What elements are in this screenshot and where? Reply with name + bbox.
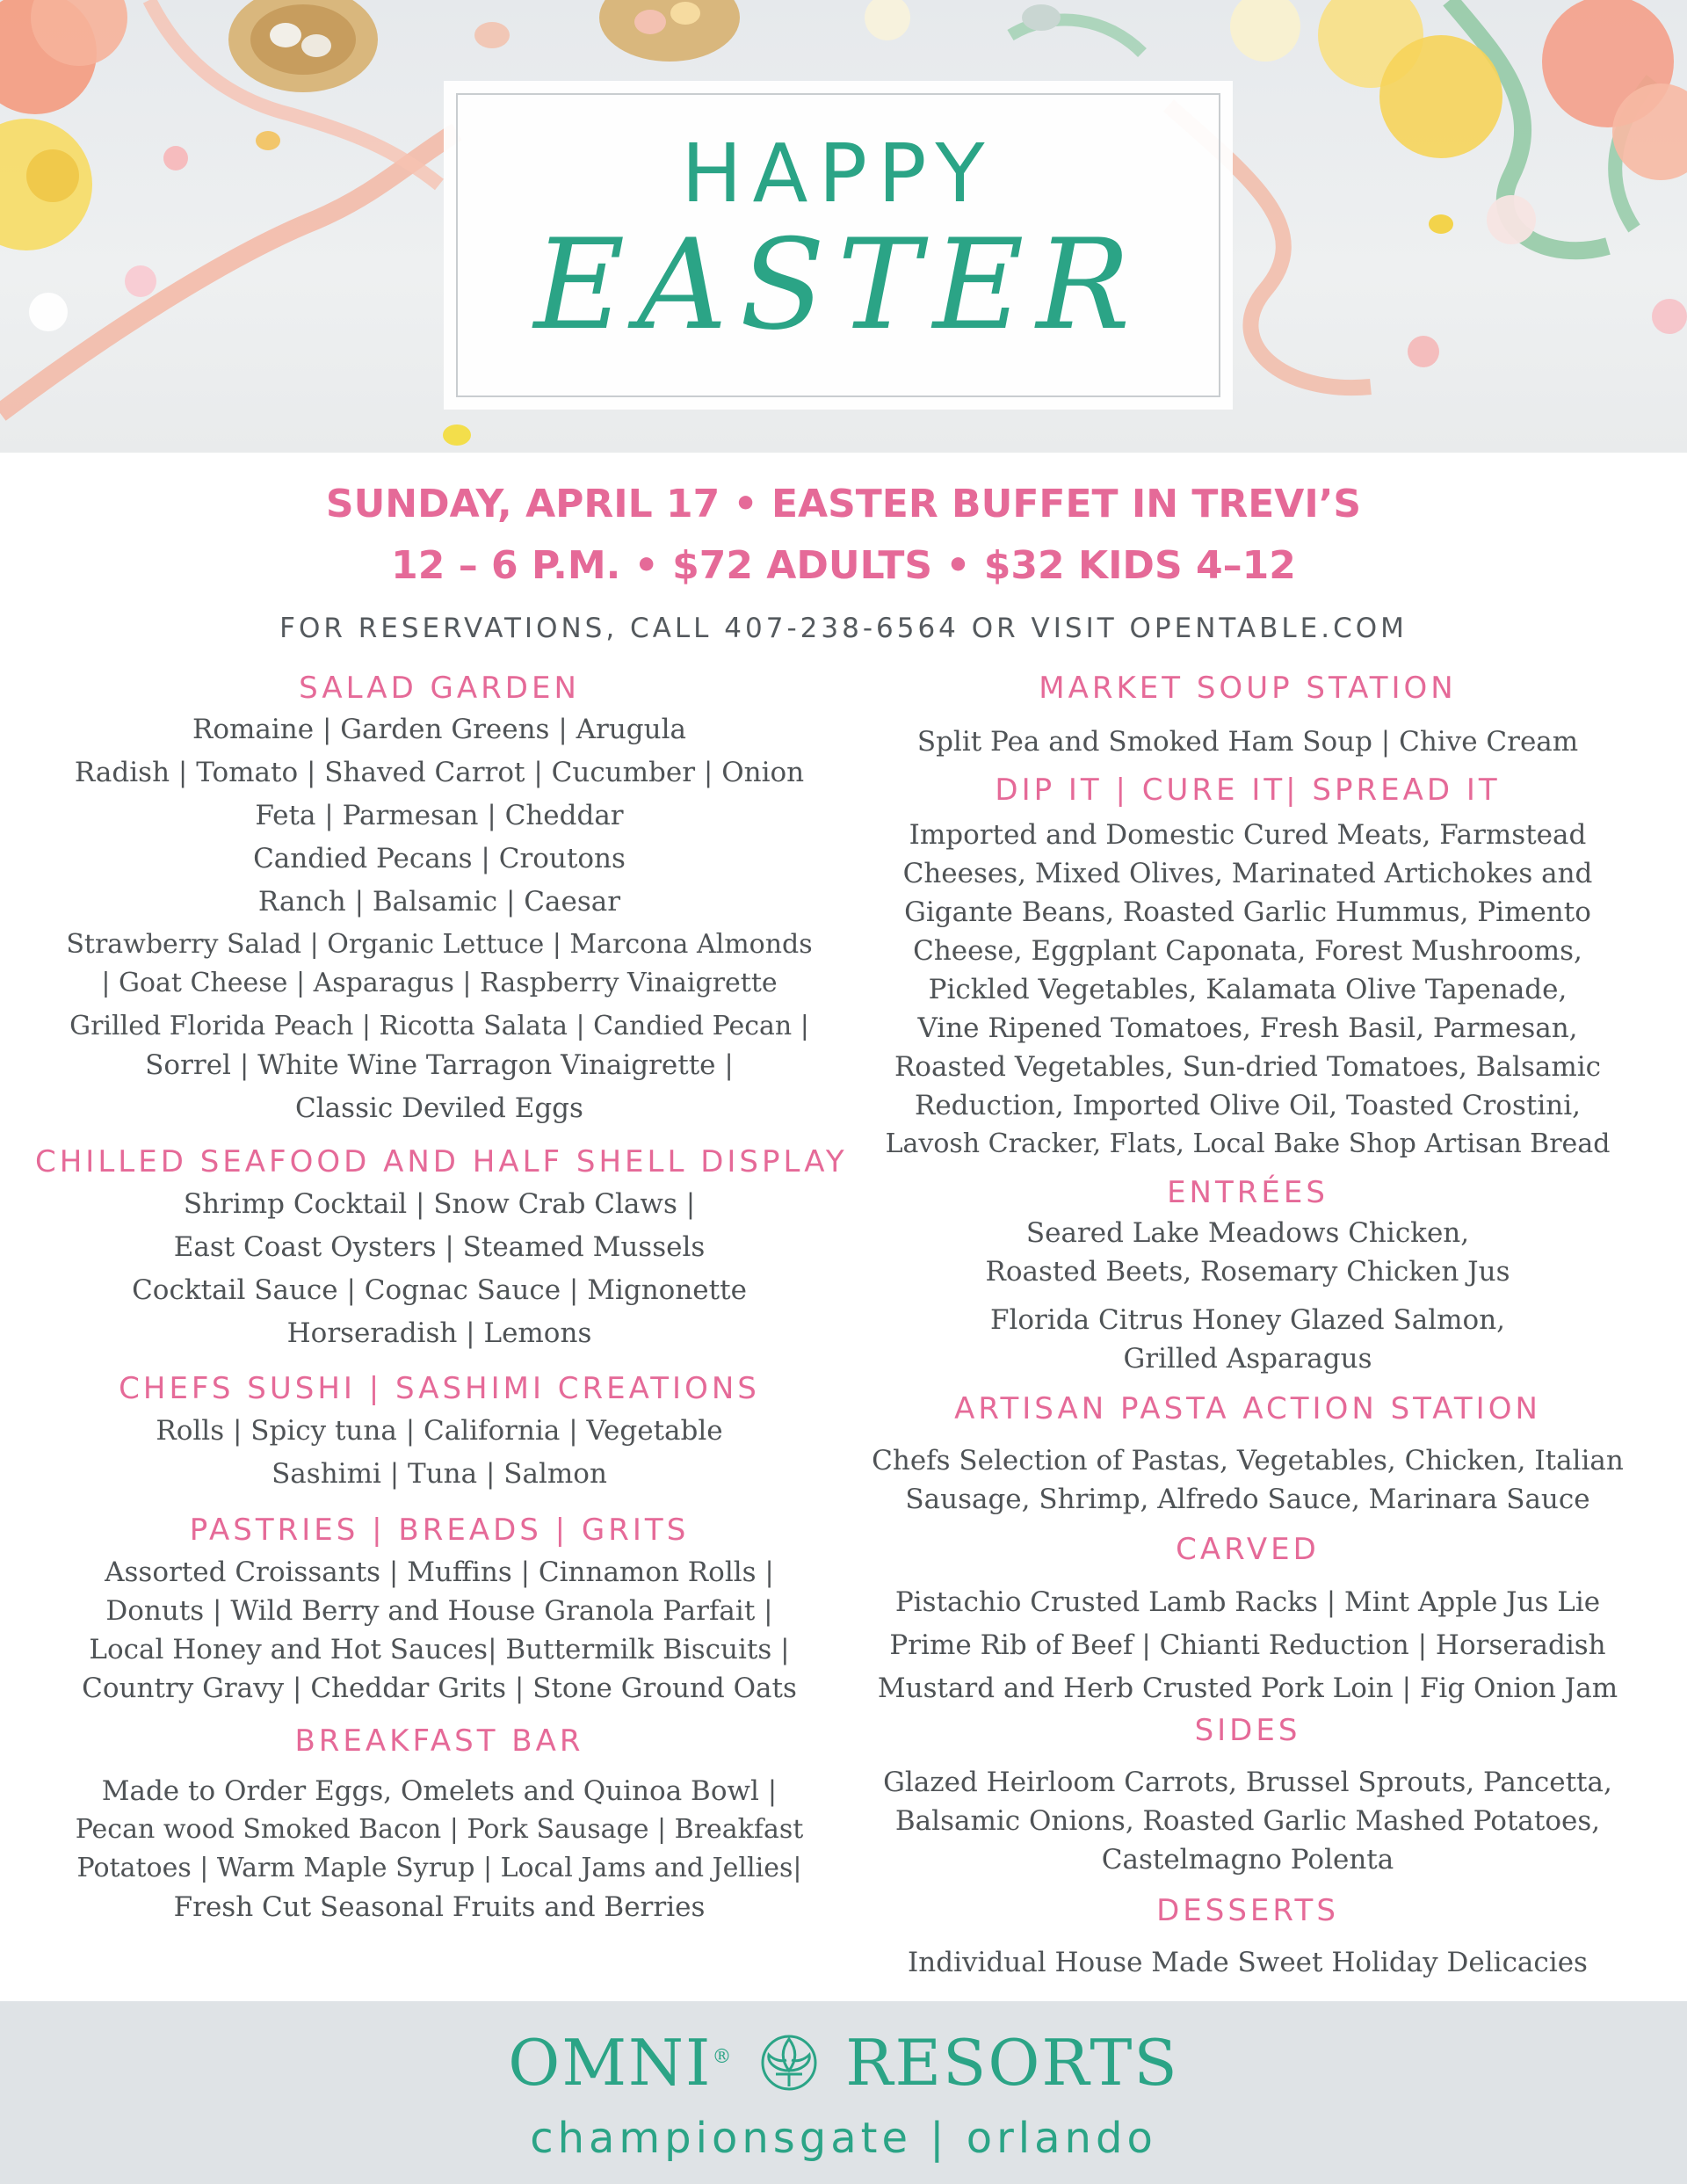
menu-line: Potatoes | Warm Maple Syrup | Local Jams and Jellies| — [76, 1853, 802, 1883]
menu-line: Sashimi | Tuna | Salmon — [272, 1458, 607, 1490]
menu-line: Country Gravy | Cheddar Grits | Stone Ground Oats — [82, 1672, 797, 1704]
menu-line: Pickled Vegetables, Kalamata Olive Tapenade, — [928, 974, 1568, 1005]
brand-omni: OMNI — [508, 2026, 713, 2100]
menu-line: Made to Order Eggs, Omelets and Quinoa Bowl | — [101, 1775, 778, 1807]
menu-line: Candied Pecans | Croutons — [253, 843, 626, 874]
menu-line: Feta | Parmesan | Cheddar — [255, 800, 624, 831]
section-title-sides: SIDES — [1194, 1713, 1301, 1748]
section-title-entrees: ENTRÉES — [1167, 1175, 1329, 1210]
section-title-sushi: CHEFS SUSHI | SASHIMI CREATIONS — [119, 1371, 760, 1406]
fleur-de-lis-icon — [755, 2032, 823, 2093]
menu-line: Split Pea and Smoked Ham Soup | Chive Cream — [916, 726, 1579, 758]
event-price-line: 12 – 6 P.M. • $72 ADULTS • $32 KIDS 4–12 — [391, 543, 1296, 588]
menu-line: Roasted Vegetables, Sun-dried Tomatoes, Balsamic — [894, 1051, 1602, 1083]
menu-line: Local Honey and Hot Sauces| Buttermilk Biscuits | — [89, 1634, 790, 1665]
location-tagline: championsgate | orlando — [530, 2114, 1157, 2163]
section-title-salad-garden: SALAD GARDEN — [299, 671, 580, 706]
menu-line: Sorrel | White Wine Tarragon Vinaigrette | — [145, 1049, 734, 1081]
reservations-line: FOR RESERVATIONS, CALL 407-238-6564 OR VISIT OPENTABLE.COM — [279, 613, 1408, 644]
menu-line: Sausage, Shrimp, Alfredo Sauce, Marinara Sauce — [905, 1484, 1590, 1515]
menu-line: Romaine | Garden Greens | Arugula — [192, 714, 686, 745]
menu-line: Seared Lake Meadows Chicken, — [1025, 1217, 1470, 1249]
section-title-chilled-seafood: CHILLED SEAFOOD AND HALF SHELL DISPLAY — [35, 1144, 848, 1179]
menu-line: Pecan wood Smoked Bacon | Pork Sausage | Breakfast — [75, 1814, 804, 1845]
menu-line: Ranch | Balsamic | Caesar — [257, 886, 621, 918]
menu-line: Rolls | Spicy tuna | California | Vegetable — [156, 1415, 723, 1447]
section-title-pastries: PASTRIES | BREADS | GRITS — [189, 1513, 690, 1548]
brand-registered-mark: ® — [712, 2046, 734, 2068]
menu-line: Assorted Croissants | Muffins | Cinnamon Rolls | — [105, 1556, 774, 1588]
menu-line: Individual House Made Sweet Holiday Delicacies — [908, 1947, 1588, 1978]
menu-line: Cheese, Eggplant Caponata, Forest Mushrooms, — [913, 935, 1582, 967]
menu-line: Classic Deviled Eggs — [295, 1092, 583, 1124]
menu-line: Balsamic Onions, Roasted Garlic Mashed Potatoes, — [894, 1805, 1601, 1837]
menu-line: Castelmagno Polenta — [1101, 1844, 1394, 1876]
section-title-carved: CARVED — [1176, 1532, 1320, 1567]
menu-line: Lavosh Cracker, Flats, Local Bake Shop Artisan Bread — [885, 1128, 1611, 1159]
section-title-pasta-station: ARTISAN PASTA ACTION STATION — [954, 1391, 1541, 1426]
event-date-line: SUNDAY, APRIL 17 • EASTER BUFFET IN TREVI’S — [325, 482, 1362, 526]
section-title-desserts: DESSERTS — [1156, 1893, 1339, 1928]
menu-line: Imported and Domestic Cured Meats, Farmstead — [909, 819, 1587, 851]
menu-line: Donuts | Wild Berry and House Granola Parfait | — [105, 1595, 773, 1627]
menu-line: Roasted Beets, Rosemary Chicken Jus — [985, 1256, 1510, 1288]
menu-line: Cheeses, Mixed Olives, Marinated Artichokes and — [902, 858, 1593, 889]
menu-line: Gigante Beans, Roasted Garlic Hummus, Pimento — [904, 896, 1591, 928]
menu-line: Vine Ripened Tomatoes, Fresh Basil, Parmesan, — [917, 1012, 1578, 1044]
brand-resorts: RESORTS — [845, 2026, 1179, 2100]
title-card — [444, 81, 1233, 410]
menu-line: Strawberry Salad | Organic Lettuce | Marcona Almonds — [66, 929, 813, 960]
omni-resorts-logo — [0, 2026, 1687, 2100]
menu-line: Reduction, Imported Olive Oil, Toasted Crostini, — [915, 1090, 1581, 1121]
title-easter: EASTER — [533, 213, 1143, 358]
menu-line: Shrimp Cocktail | Snow Crab Claws | — [183, 1188, 696, 1220]
menu-line: Prime Rib of Beef | Chianti Reduction | Horseradish — [889, 1629, 1606, 1661]
menu-line: Chefs Selection of Pastas, Vegetables, Chicken, Italian — [872, 1445, 1624, 1477]
menu-line: Florida Citrus Honey Glazed Salmon, — [989, 1304, 1506, 1336]
menu-line: Mustard and Herb Crusted Pork Loin | Fig Onion Jam — [877, 1672, 1618, 1704]
hero-banner — [0, 0, 1687, 453]
menu-line: East Coast Oysters | Steamed Mussels — [173, 1231, 706, 1263]
menu-line: Cocktail Sauce | Cognac Sauce | Mignonette — [132, 1274, 747, 1306]
menu-line: Pistachio Crusted Lamb Racks | Mint Apple Jus Lie — [894, 1586, 1601, 1618]
menu-line: Radish | Tomato | Shaved Carrot | Cucumber | Onion — [74, 757, 805, 788]
menu-line: Horseradish | Lemons — [286, 1317, 592, 1349]
section-title-breakfast-bar: BREAKFAST BAR — [294, 1723, 584, 1759]
menu-line: Grilled Florida Peach | Ricotta Salata | Candied Pecan | — [69, 1011, 809, 1041]
menu-line: Glazed Heirloom Carrots, Brussel Sprouts, Pancetta, — [883, 1767, 1612, 1798]
section-title-market-soup: MARKET SOUP STATION — [1039, 671, 1457, 706]
title-happy: HAPPY — [681, 127, 996, 221]
section-title-dip-cure-spread: DIP IT | CURE IT| SPREAD IT — [995, 773, 1501, 808]
menu-line: | Goat Cheese | Asparagus | Raspberry Vinaigrette — [101, 968, 778, 998]
footer-brand-bar — [0, 2001, 1687, 2184]
menu-line: Fresh Cut Seasonal Fruits and Berries — [173, 1891, 706, 1923]
menu-line: Grilled Asparagus — [1123, 1343, 1372, 1375]
